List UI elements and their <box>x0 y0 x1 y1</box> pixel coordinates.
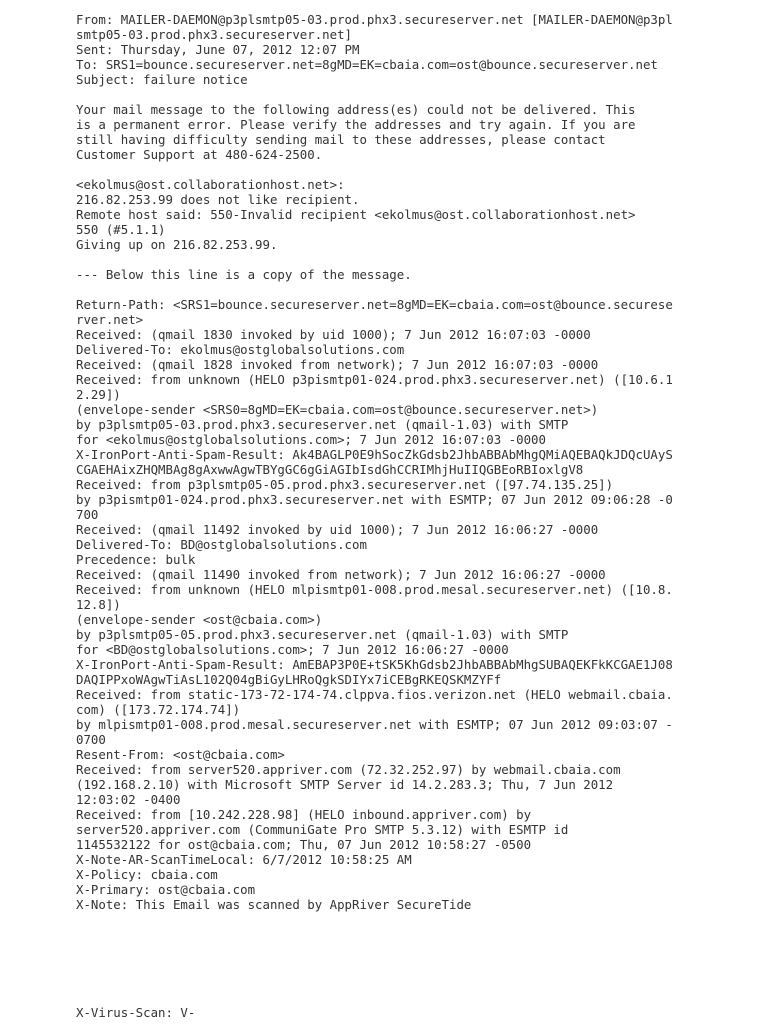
header-from-line-1: From: MAILER-DAEMON@p3plsmtp05-03.prod.phx3.secureserver.net [MAILER-DAEMON@p3pl <box>76 12 673 27</box>
failure-line-3: Remote host said: 550-Invalid recipient <ekolmus@ost.collaborationhost.net> <box>76 207 636 222</box>
header-line: Received: from server520.appriver.com (72.32.252.97) by webmail.cbaia.com <box>76 762 621 777</box>
header-line: Received: from static-173-72-174-74.clppva.fios.verizon.net (HELO webmail.cbaia. <box>76 687 673 702</box>
header-line: 0700 <box>76 732 106 747</box>
header-line: server520.appriver.com (CommuniGate Pro SMTP 5.3.12) with ESMTP id <box>76 822 569 837</box>
header-line: (192.168.2.10) with Microsoft SMTP Server id 14.2.283.3; Thu, 7 Jun 2012 <box>76 777 614 792</box>
notice-line-3: still having difficulty sending mail to these addresses, please contact <box>76 132 606 147</box>
notice-line-4: Customer Support at 480-624-2500. <box>76 147 323 162</box>
header-from-line-2: smtp05-03.prod.phx3.secureserver.net] <box>76 27 353 42</box>
notice-line-2: is a permanent error. Please verify the addresses and try again. If you are <box>76 117 636 132</box>
header-line: X-IronPort-Anti-Spam-Result: Ak4BAGLP0E9hSocZkGdsb2JhbABBAbMhgQMiAQEBAQkJDQcUAyS <box>76 447 673 462</box>
failure-line-2: 216.82.253.99 does not like recipient. <box>76 192 360 207</box>
failure-line-5: Giving up on 216.82.253.99. <box>76 237 278 252</box>
header-line: X-IronPort-Anti-Spam-Result: AmEBAP3P0E+tSK5KhGdsb2JhbABBAbMhgSUBAQEKFkKCGAE1J08 <box>76 657 673 672</box>
spacer <box>76 162 696 177</box>
header-line: Received: from p3plsmtp05-05.prod.phx3.secureserver.net ([97.74.135.25]) <box>76 477 614 492</box>
header-sent: Sent: Thursday, June 07, 2012 12:07 PM <box>76 42 360 57</box>
header-line: Delivered-To: BD@ostglobalsolutions.com <box>76 537 367 552</box>
header-line: Precedence: bulk <box>76 552 196 567</box>
header-line: (envelope-sender <ost@cbaia.com>) <box>76 612 323 627</box>
original-headers <box>76 297 696 912</box>
header-line: by p3plsmtp05-03.prod.phx3.secureserver.net (qmail-1.03) with SMTP <box>76 417 569 432</box>
header-subject: Subject: failure notice <box>76 72 248 87</box>
header-line: X-Primary: ost@cbaia.com <box>76 882 256 897</box>
header-line: (envelope-sender <SRS0=8gMD=EK=cbaia.com=ost@bounce.secureserver.net>) <box>76 402 599 417</box>
failure-line-1: <ekolmus@ost.collaborationhost.net>: <box>76 177 345 192</box>
header-line: Return-Path: <SRS1=bounce.secureserver.net=8gMD=EK=cbaia.com=ost@bounce.securese <box>76 297 673 312</box>
header-line: 2.29]) <box>76 387 121 402</box>
header-line: X-Policy: cbaia.com <box>76 867 218 882</box>
notice-line-1: Your mail message to the following address(es) could not be delivered. This <box>76 102 636 117</box>
header-line: by p3plsmtp05-05.prod.phx3.secureserver.net (qmail-1.03) with SMTP <box>76 627 569 642</box>
header-to: To: SRS1=bounce.secureserver.net=8gMD=EK=cbaia.com=ost@bounce.secureserver.net <box>76 57 658 72</box>
header-line: DAQIPPxoWAgwTiAsL102Q04gBiGyLHRoQgkSDIYx7iCEBgRKEQSKMZYFf <box>76 672 502 687</box>
spacer <box>76 252 696 267</box>
header-line: Received: from unknown (HELO p3pismtp01-024.prod.phx3.secureserver.net) ([10.6.1 <box>76 372 673 387</box>
header-line: Received: (qmail 11492 invoked by uid 1000); 7 Jun 2012 16:06:27 -0000 <box>76 522 599 537</box>
header-line: Delivered-To: ekolmus@ostglobalsolutions.com <box>76 342 405 357</box>
header-line: Received: (qmail 11490 invoked from network); 7 Jun 2012 16:06:27 -0000 <box>76 567 606 582</box>
header-line: Received: from unknown (HELO mlpismtp01-008.prod.mesal.secureserver.net) ([10.8. <box>76 582 673 597</box>
header-line: 1145532122 for ost@cbaia.com; Thu, 07 Jun 2012 10:58:27 -0500 <box>76 837 532 852</box>
header-line: Resent-From: <ost@cbaia.com> <box>76 747 285 762</box>
header-line: for <ekolmus@ostglobalsolutions.com>; 7 Jun 2012 16:07:03 -0000 <box>76 432 546 447</box>
header-line: X-Note: This Email was scanned by AppRiver SecureTide <box>76 897 472 912</box>
header-line: by mlpismtp01-008.prod.mesal.secureserver.net with ESMTP; 07 Jun 2012 09:03:07 - <box>76 717 673 732</box>
copy-separator: --- Below this line is a copy of the message. <box>76 267 412 282</box>
virus-scan-footer: X-Virus-Scan: V- <box>76 1005 196 1020</box>
header-line: by p3pismtp01-024.prod.phx3.secureserver.net with ESMTP; 07 Jun 2012 09:06:28 -0 <box>76 492 673 507</box>
spacer <box>76 282 696 297</box>
header-line: X-Note-AR-ScanTimeLocal: 6/7/2012 10:58:25 AM <box>76 852 412 867</box>
header-line: 12:03:02 -0400 <box>76 792 181 807</box>
header-line: for <BD@ostglobalsolutions.com>; 7 Jun 2012 16:06:27 -0000 <box>76 642 509 657</box>
header-line: com) ([173.72.174.74]) <box>76 702 241 717</box>
header-line: rver.net> <box>76 312 144 327</box>
header-line: Received: from [10.242.228.98] (HELO inbound.appriver.com) by <box>76 807 532 822</box>
header-line: 12.8]) <box>76 597 121 612</box>
header-line: Received: (qmail 1830 invoked by uid 1000); 7 Jun 2012 16:07:03 -0000 <box>76 327 591 342</box>
email-body <box>76 12 696 912</box>
spacer <box>76 87 696 102</box>
header-line: CGAEHAixZHQMBAg8gAxwwAgwTBYgGC6gGiAGIbIsdGhCCRIMhjHuIIQGBEoRBIoxlgV8 <box>76 462 584 477</box>
header-line: 700 <box>76 507 99 522</box>
header-line: Received: (qmail 1828 invoked from network); 7 Jun 2012 16:07:03 -0000 <box>76 357 599 372</box>
failure-line-4: 550 (#5.1.1) <box>76 222 166 237</box>
